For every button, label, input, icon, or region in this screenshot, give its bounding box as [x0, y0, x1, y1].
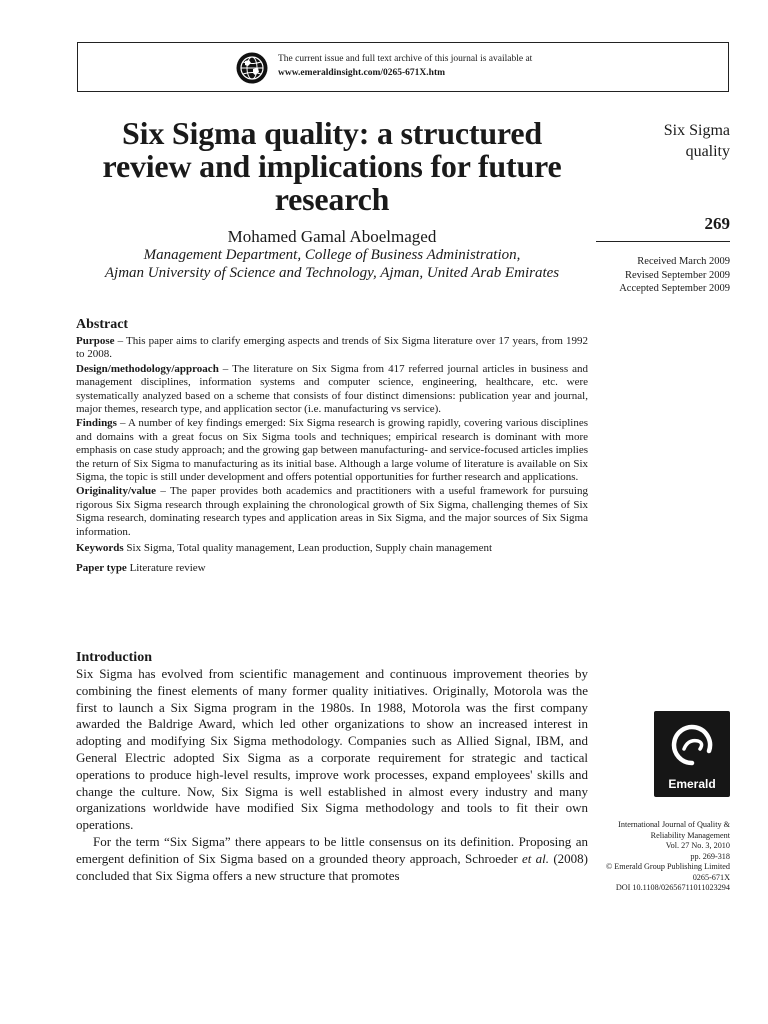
originality-label: Originality/value — [76, 485, 157, 498]
journal-line: Reliability Management — [650, 830, 730, 840]
affiliation-line: Management Department, College of Business Administration, — [143, 247, 521, 263]
emerald-logo-text: Emerald — [668, 777, 716, 791]
journal-line: Vol. 27 No. 3, 2010 — [665, 841, 730, 850]
journal-citation — [590, 820, 730, 894]
abstract-body — [76, 335, 588, 576]
originality-text: – The paper provides both academics and practitioners with a useful framework for pursuing rigorous Six Sigma research through explaining the chronological growth of Six Sigma, challenging themes of Six Sigma research, dominating research types and application areas in Six Sigma, and the major sources of Six Sigma information. — [76, 485, 588, 538]
purpose-label: Purpose — [76, 335, 115, 347]
divider — [596, 241, 730, 242]
abstract-design — [76, 363, 588, 417]
design-label: Design/methodology/approach — [76, 362, 219, 375]
affiliation-line: Ajman University of Science and Technology, Ajman, United Arab Emirates — [104, 265, 560, 281]
running-head-line: quality — [685, 143, 730, 160]
design-text: – The literature on Six Sigma from 417 referred journal articles in business and management disciplines, information systems and computer science, engineering, healthcare, etc. were systematically analyzed based on a scheme that consists of four distinct dimensions: publication year and journal, major themes, research type, and application sector (i.e. manufacturing vs service). — [76, 362, 588, 416]
paper-title: Six Sigma quality: a structured review and implications for future research — [102, 115, 562, 217]
emerald-logo — [654, 711, 730, 797]
journal-doi[interactable]: DOI 10.1108/02656711011023294 — [615, 883, 730, 892]
paper-type-text: Literature review — [126, 561, 206, 574]
paper-type-label: Paper type — [76, 561, 127, 574]
abstract-keywords — [76, 542, 588, 555]
introduction-paragraph: Six Sigma has evolved from scientific management and continuous improvement theories by combining the finest elements of many former quality initiatives. Originally, Motorola was the first to launch a Six Sigma program in the 1980s. In 1988, Motorola was the first company awarded the Baldrige Award, which led other organizations to show an increased interest in adopting and modifying Six Sigma methodology. Companies such as Allied Signal, IBM, and General Electric adopted Six Sigma as a corporate requirement for strategic and tactical operations to produce high-level results, improve work processes, expand employees' skills and change the culture. Now, Six Sigma is well established in almost every industry and many organizations worldwide have modified Six Sigma methodology and tools to fit their own operations. — [76, 666, 588, 833]
journal-archive-banner — [77, 42, 729, 92]
purpose-text: – This paper aims to clarify emerging aspects and trends of Six Sigma literature over 17 years, from 1992 to 2008. — [76, 335, 588, 361]
author-affiliation — [70, 246, 594, 282]
keywords-label: Keywords — [76, 542, 124, 555]
accepted-date: Accepted September 2009 — [619, 283, 730, 294]
keywords-text: Six Sigma, Total quality management, Lean production, Supply chain management — [123, 542, 493, 555]
findings-text: – A number of key findings emerged: Six Sigma research is growing rapidly, covering various disciplines and domains with a great focus on Six Sigma tools and techniques; empirical research is dominant with more emphasis on case study approach; and the growing gap between manufacturing- and service-focused articles implies the return of Six Sigma to manufacturing as its initial base. Although a large volume of literature is available on Six Sigma, the topic is still under development and offers potential opportunities for further research and applications. — [76, 417, 588, 484]
running-head-line: Six Sigma — [663, 122, 730, 139]
introduction-paragraph — [76, 834, 588, 884]
findings-label: Findings — [76, 417, 117, 430]
journal-line: International Journal of Quality & — [618, 820, 730, 829]
submission-dates — [590, 255, 730, 296]
introduction-heading: Introduction — [76, 650, 152, 665]
abstract-paper-type — [76, 562, 588, 575]
abstract-purpose — [76, 335, 588, 362]
abstract-originality — [76, 485, 588, 539]
journal-line: pp. 269-318 — [690, 851, 730, 861]
abstract-heading: Abstract — [76, 317, 129, 332]
journal-line: 0265-671X — [692, 872, 730, 882]
globe-icon — [236, 52, 268, 84]
abstract-findings — [76, 417, 588, 484]
banner-text: The current issue and full text archive of this journal is available at — [278, 54, 533, 64]
paragraph-text: For the term “Six Sigma” there appears to be little consensus on its definition. Proposing an emergent definition of Six Sigma based on a grounded theory approach, Schroeder — [76, 833, 588, 866]
paragraph-text: (2008) concluded that Six Sigma offers a new structure that promotes — [76, 850, 588, 883]
banner-url-link[interactable]: www.emeraldinsight.com/0265-671X.htm — [278, 68, 446, 78]
running-head — [600, 120, 730, 162]
revised-date: Revised September 2009 — [625, 269, 730, 281]
et-al: et al. — [521, 850, 550, 866]
page-number: 269 — [704, 214, 730, 233]
received-date: Received March 2009 — [637, 256, 730, 267]
author-name: Mohamed Gamal Aboelmaged — [227, 227, 437, 246]
introduction-body — [76, 666, 588, 884]
journal-line: © Emerald Group Publishing Limited — [605, 862, 730, 871]
emerald-swirl-icon — [654, 711, 730, 777]
